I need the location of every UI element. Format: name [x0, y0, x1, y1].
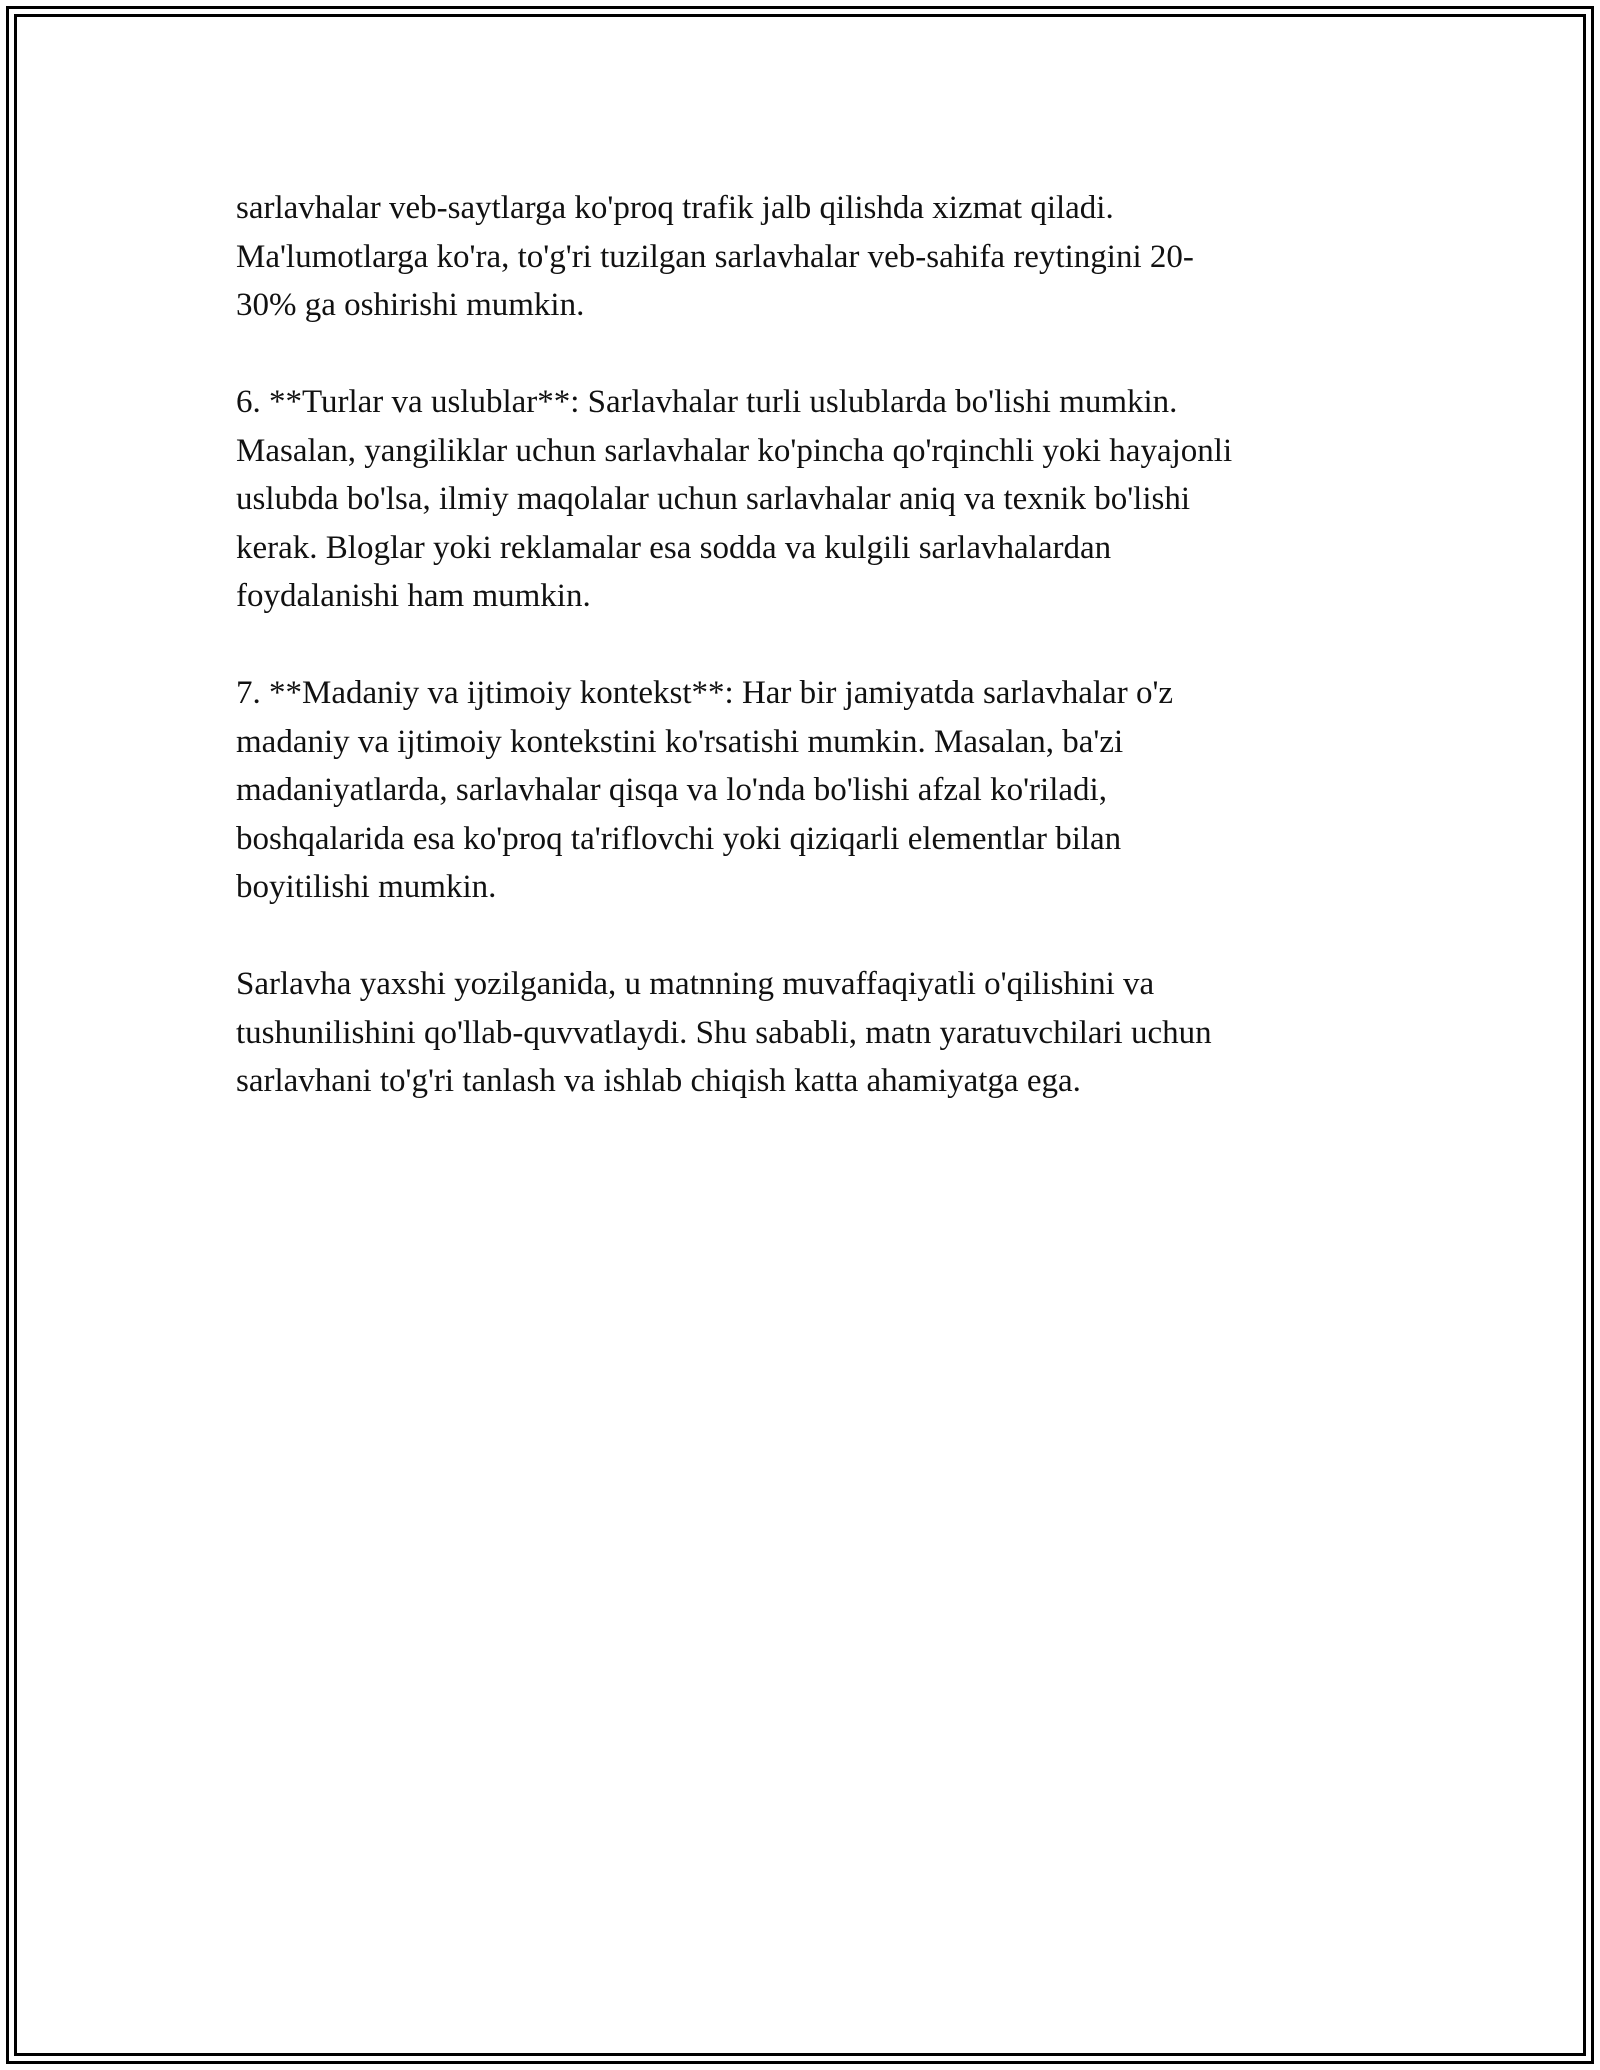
document-body — [236, 184, 1366, 1154]
paragraph-item-7-cultural-context: 7. **Madaniy va ijtimoiy kontekst**: Har bir jamiyatda sarlavhalar o'z madaniy va ijtimoiy kontekstini ko'rsatishi mumkin. Masalan, ba'zi madaniyatlarda, sarlavhalar qisqa va lo'nda bo'lishi afzal ko'riladi, boshqalarida esa ko'proq ta'riflovchi yoki qiziqarli elementlar bilan boyitilishi mumkin. — [236, 675, 1174, 905]
paragraph-intro-continuation: sarlavhalar veb-saytlarga ko'proq trafik jalb qilishda xizmat qiladi. Ma'lumotlarga ko'ra, to'g'ri tuzilgan sarlavhalar veb-sahifa reytingini 20- 30% ga oshirishi mumkin. — [236, 190, 1194, 323]
paragraph-item-6-types-and-styles: 6. **Turlar va uslublar**: Sarlavhalar turli uslublarda bo'lishi mumkin. Masalan, yangiliklar uchun sarlavhalar ko'pincha qo'rqinchli yoki hayajonli uslubda bo'lsa, ilmiy maqolalar uchun sarlavhalar aniq va texnik bo'lishi kerak. Bloglar yoki reklamalar esa sodda va kulgili sarlavhalardan foydalanishi ham mumkin. — [236, 384, 1233, 614]
paragraph-conclusion: Sarlavha yaxshi yozilganida, u matnning muvaffaqiyatli o'qilishini va tushunilishini qo'llab-quvvatlaydi. Shu sababli, matn yaratuvchilari uchun sarlavhani to'g'ri tanlash va ishlab chiqish katta ahamiyatga ega. — [236, 966, 1212, 1099]
